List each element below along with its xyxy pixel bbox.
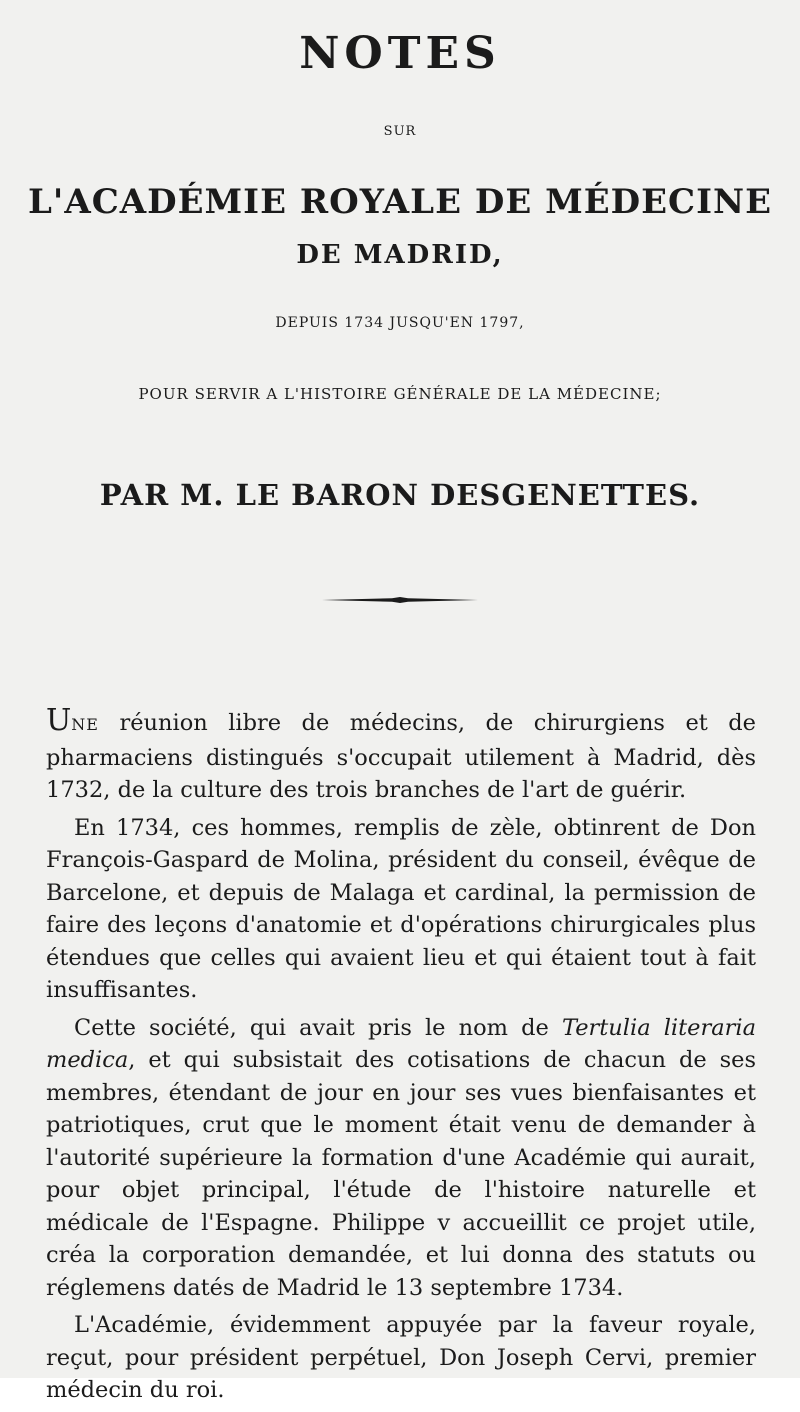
paragraph-1-text: réunion libre de médecins, de chirurgiens et de pharmaciens distingués s'occupait utilement à Madrid, dès 1732, de la culture des trois branches de l'art de guérir.: [46, 710, 756, 803]
title-connector: SUR: [383, 124, 417, 139]
paragraph-3-text-before: Cette société, qui avait pris le nom de: [74, 1014, 562, 1041]
small-caps-word: NE: [71, 715, 99, 734]
academy-name: L'ACADÉMIE ROYALE DE MÉDECINE: [28, 182, 772, 222]
society-name: Tertulia literaria medica: [46, 1014, 757, 1073]
date-range: DEPUIS 1734 JUSQU'EN 1797,: [275, 315, 525, 331]
paragraph-1: [46, 705, 756, 807]
paragraph-3: [46, 1012, 756, 1305]
drop-cap: U: [46, 703, 72, 738]
paragraph-2: En 1734, ces hommes, remplis de zèle, obtinrent de Don François-Gaspard de Molina, président du conseil, évêque de Barcelone, et depuis de Malaga et cardinal, la permission de faire des leçons d'anatomie et d'opérations chirurgicales plus étendues que celles qui avaient lieu et qui étaient tout à fait insuffisantes.: [46, 814, 756, 1003]
author-line: PAR M. LE BARON DESGENETTES.: [99, 478, 701, 512]
purpose-line: POUR SERVIR A L'HISTOIRE GÉNÉRALE DE LA MÉDECINE;: [138, 385, 662, 403]
paragraph-4: L'Académie, évidemment appuyée par la faveur royale, reçut, pour président perpétuel, Don Joseph Cervi, premier médecin du roi.: [46, 1312, 756, 1403]
page-title: NOTES: [299, 28, 501, 79]
body-text: [46, 705, 756, 1412]
paragraph-3-text-after: , et qui subsistait des cotisations de chacun de ses membres, étendant de jour en jour ses vues bienfaisantes et patriotiques, crut que le moment était venu de demander à l'autorité supérieure la formation d'une Académie qui aurait, pour objet principal, l'étude de l'histoire naturelle et médicale de l'Espagne. Philippe v accueillit ce projet utile, créa la corporation demandée, et lui donna des statuts ou réglemens datés de Madrid le 13 septembre 1734.: [46, 1047, 756, 1301]
academy-city: DE MADRID,: [296, 240, 504, 270]
decorative-rule: [322, 597, 478, 603]
